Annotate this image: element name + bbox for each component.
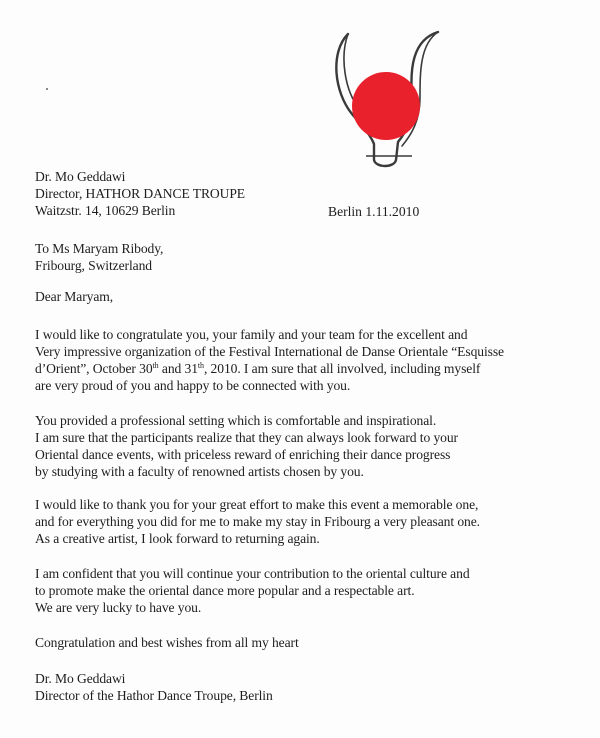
salutation: Dear Maryam,	[35, 289, 114, 304]
paragraph-line: As a creative artist, I look forward to returning again.	[35, 531, 320, 546]
paragraph-2	[35, 412, 458, 480]
ordinal-suffix: th	[152, 361, 159, 370]
sender-title: Director, HATHOR DANCE TROUPE	[35, 186, 246, 201]
signature-title: Director of the Hathor Dance Troupe, Berlin	[35, 688, 273, 703]
signature-name: Dr. Mo Geddawi	[35, 671, 126, 686]
sender-address: Waitzstr. 14, 10629 Berlin	[35, 203, 176, 218]
recipient-name: To Ms Maryam Ribody,	[35, 241, 164, 256]
signature-block	[35, 670, 273, 704]
closing-line: Congratulation and best wishes from all my heart	[35, 635, 299, 650]
paragraph-line: Oriental dance events, with priceless reward of enriching their dance progress	[35, 447, 451, 462]
paragraph-line: Very impressive organization of the Festival International de Danse Orientale “Esquisse	[35, 344, 504, 359]
recipient-location: Fribourg, Switzerland	[35, 258, 152, 273]
paragraph-line: I am sure that the participants realize that they can always look forward to your	[35, 430, 458, 445]
letter-date: Berlin 1.11.2010	[328, 204, 420, 219]
paragraph-line: We are very lucky to have you.	[35, 600, 202, 615]
hathor-horns-sun-disc-icon	[326, 22, 446, 172]
paragraph-line: are very proud of you and happy to be connected with you.	[35, 378, 351, 393]
sender-name: Dr. Mo Geddawi	[35, 169, 126, 184]
paragraph-4	[35, 565, 470, 616]
paragraph-1	[35, 326, 504, 394]
paragraph-line: I am confident that you will continue your contribution to the oriental culture and	[35, 566, 470, 581]
text-segment: , 2010. I am sure that all involved, including myself	[203, 361, 481, 376]
paragraph-line: and for everything you did for me to make my stay in Fribourg a very pleasant one.	[35, 514, 480, 529]
text-segment: and 31	[158, 361, 198, 376]
scan-speck	[46, 88, 48, 90]
paragraph-line: I would like to congratulate you, your family and your team for the excellent and	[35, 327, 468, 342]
recipient-block	[35, 240, 163, 274]
paragraph-line: I would like to thank you for your great effort to make this event a memorable one,	[35, 497, 479, 512]
paragraph-line: You provided a professional setting which is comfortable and inspirational.	[35, 413, 437, 428]
ordinal-suffix: th	[197, 361, 204, 370]
paragraph-line: by studying with a faculty of renowned artists chosen by you.	[35, 464, 364, 479]
paragraph-line: to promote make the oriental dance more popular and a respectable art.	[35, 583, 415, 598]
paragraph-line	[35, 360, 504, 377]
sender-block	[35, 168, 245, 219]
text-segment: d’Orient”, October 30	[35, 361, 153, 376]
paragraph-3	[35, 496, 480, 547]
